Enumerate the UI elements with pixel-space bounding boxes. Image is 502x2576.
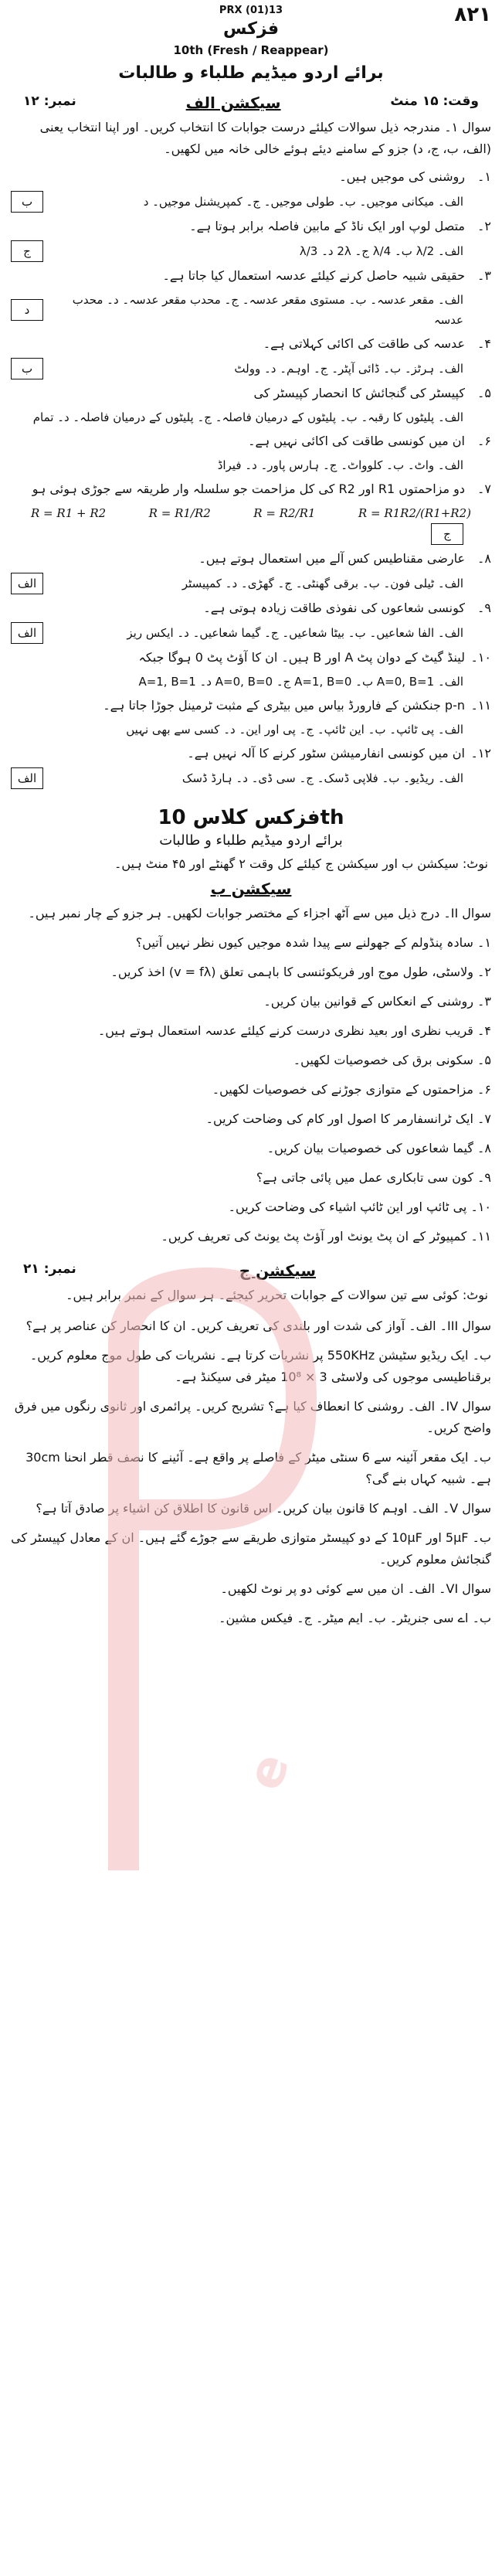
part1-info-row bbox=[0, 94, 502, 112]
mcq-options: الف۔ الفا شعاعیں۔ ب۔ بیٹا شعاعیں۔ ج۔ گیما شعاعیں۔ د۔ ایکس ریز bbox=[127, 626, 463, 640]
section-b-question: ۷۔ ایک ٹرانسفارمر کا اصول اور کام کی وضاحت کریں۔ bbox=[205, 1111, 491, 1126]
mcq-item bbox=[0, 427, 502, 475]
mcq-number: ۸۔ bbox=[477, 551, 491, 566]
mcq-answer-box: الف bbox=[11, 573, 43, 594]
section-c-title: سیکشن ج bbox=[239, 1261, 316, 1280]
mcq-item bbox=[0, 545, 502, 594]
mcq-text: روشنی کی موجیں ہیں۔ bbox=[339, 169, 465, 184]
mcq-question-row bbox=[0, 213, 502, 240]
mcq-number: ۱۰۔ bbox=[470, 650, 491, 665]
mcq-options: الف۔ ٹیلی فون۔ ب۔ برقی گھنٹی۔ ج۔ گھڑی۔ د۔ کمپیسٹر bbox=[181, 577, 463, 590]
section-b-question: ۱۰۔ پی ٹائپ اور این ٹائپ اشیاء کی وضاحت کریں۔ bbox=[228, 1200, 491, 1214]
section-b-question: ۸۔ گیما شعاعوں کی خصوصیات بیان کریں۔ bbox=[266, 1141, 491, 1155]
mcq-options-row bbox=[0, 622, 502, 644]
mcq-answer-box: الف bbox=[11, 767, 43, 789]
mcq-number: ۱۱۔ bbox=[470, 698, 491, 713]
mcq-number: ۷۔ bbox=[477, 482, 491, 496]
section-b-question: ۱۔ سادہ پنڈولم کے جھولنے سے پیدا شدہ موجیں کیوں نظر نہیں آتیں؟ bbox=[135, 935, 491, 950]
section-c-question: ب۔ ایک مقعر آئینہ سے 6 سنٹی میٹر کے فاصلے پر واقع ہے۔ آئینے کا نصف قطر انحنا 30cm ہے۔ شبیہ کہاں بنے گی؟ bbox=[25, 1450, 491, 1486]
section-b-question: ۵۔ سکونی برق کی خصوصیات لکھیں۔ bbox=[293, 1053, 491, 1067]
mcq-options: الف۔ ریڈیو۔ ب۔ فلاپی ڈسک۔ ج۔ سی ڈی۔ د۔ ہارڈ ڈسک bbox=[181, 771, 463, 785]
mcq-options: الف۔ λ/2 ب۔ λ/4 ج۔ 2λ د۔ λ/3 bbox=[299, 244, 463, 258]
section-b-question: ۴۔ قریب نظری اور بعید نظری درست کرنے کیلئے عدسہ استعمال ہوتے ہیں۔ bbox=[97, 1023, 491, 1038]
mcq-item bbox=[0, 644, 502, 692]
mcq-answer-box: ج bbox=[431, 523, 463, 545]
mcq-item bbox=[0, 213, 502, 262]
mcq-text: کونسی شعاعوں کی نفوذی طاقت زیادہ ہوتی ہے۔ bbox=[203, 601, 465, 615]
class-line: 10th (Fresh / Reappear) bbox=[173, 43, 329, 57]
part2-note: نوٹ: سیکشن ب اور سیکشن ج کیلئے کل وقت ۲ گھنٹے اور ۴۵ منٹ ہیں۔ bbox=[114, 856, 488, 871]
mcq-question-row bbox=[0, 427, 502, 455]
mcq-question-row bbox=[0, 330, 502, 358]
mcq-question-row bbox=[0, 379, 502, 407]
mcq-answer-box: د bbox=[11, 299, 43, 321]
question-1-intro: سوال ۱۔ مندرجہ ذیل سوالات کیلئے درست جوابات کا انتخاب کریں۔ اور اپنا انتخاب یعنی (الف، ب، ج، د) جزو کے سامنے دیئے ہوئے خالی خانہ میں لکھیں۔ bbox=[39, 120, 491, 156]
mcq-number: ۱۲۔ bbox=[470, 746, 491, 761]
mcq-options: الف۔ A=0, B=1 ب۔ A=1, B=0 ج۔ A=0, B=0 د۔ A=1, B=1 bbox=[138, 675, 463, 689]
mcq-answer-box: ب bbox=[11, 358, 43, 379]
mcq-question-row bbox=[0, 545, 502, 573]
mcq-options-row bbox=[0, 767, 502, 789]
mcq-item bbox=[0, 740, 502, 789]
mcq-text: ان میں کونسی انفارمیشن سٹور کرنے کا آلہ نہیں ہے۔ bbox=[187, 746, 465, 761]
section-c-note: نوٹ: کوئی سے تین سوالات کے جوابات تحریر کیجئے۔ ہر سوال کے نمبر برابر ہیں۔ bbox=[66, 1288, 488, 1302]
section-c-question: ب۔ اے سی جنریٹر۔ ب۔ ایم میٹر۔ ج۔ فیکس مشین۔ bbox=[219, 1611, 491, 1625]
section-c-marks: نمبر: ۲۱ bbox=[23, 1261, 76, 1277]
mcq-number: ۲۔ bbox=[477, 219, 491, 233]
mcq-item bbox=[0, 594, 502, 644]
mcq-text: حقیقی شبیہ حاصل کرنے کیلئے عدسہ استعمال کیا جاتا ہے۔ bbox=[162, 268, 465, 283]
mcq-text: عارضی مقناطیس کس آلے میں استعمال ہوتے ہیں۔ bbox=[198, 551, 465, 566]
mcq-options-row bbox=[0, 720, 502, 740]
mcq-number: ۱۔ bbox=[477, 169, 491, 184]
section-b-title: سیکشن ب bbox=[210, 880, 292, 898]
mcq-question-row bbox=[0, 262, 502, 290]
resistance-formulas bbox=[0, 503, 502, 523]
mcq-answer-box: ب bbox=[11, 191, 43, 213]
section-c-list bbox=[0, 1311, 502, 1632]
section-b-list bbox=[0, 927, 502, 1251]
formula-option: R = R1R2/(R1+R2) bbox=[358, 506, 471, 520]
mcq-number: ۹۔ bbox=[477, 601, 491, 615]
mcq-text: ان میں کونسی طاقت کی اکائی نہیں ہے۔ bbox=[248, 434, 465, 448]
mcq-item bbox=[0, 475, 502, 545]
mcq-options-row bbox=[0, 455, 502, 475]
mcq-question-row bbox=[0, 644, 502, 672]
formula-option: R = R1 + R2 bbox=[31, 506, 107, 520]
section-c-question: سوال VI۔ الف۔ ان میں سے کوئی دو پر نوٹ لکھیں۔ bbox=[220, 1581, 491, 1596]
mcq-question-row bbox=[0, 163, 502, 191]
time-label: وقت: ۱۵ منٹ bbox=[390, 94, 479, 109]
mcq-answer-box: الف bbox=[11, 622, 43, 644]
section-c-question: سوال V۔ الف۔ اوہم کا قانون بیان کریں۔ اس قانون کا اطلاق کن اشیاء پر صادق آتا ہے؟ bbox=[36, 1501, 491, 1516]
section-c-question: سوال IV۔ الف۔ روشنی کا انعطاف کیا ہے؟ تشریح کریں۔ پرائمری اور ثانوی رنگوں میں فرق واضح کریں۔ bbox=[14, 1399, 491, 1435]
mcq-item bbox=[0, 262, 502, 330]
part2-medium: برائے اردو میڈیم طلباء و طالبات bbox=[159, 832, 343, 849]
section-b-question: ۹۔ کون سی تابکاری عمل میں پائی جاتی ہے؟ bbox=[256, 1170, 491, 1185]
mcq-item bbox=[0, 163, 502, 213]
mcq-options-row bbox=[0, 191, 502, 213]
mcq-number: ۳۔ bbox=[477, 268, 491, 283]
mcq-options-row bbox=[0, 290, 502, 330]
formula-option: R = R2/R1 bbox=[253, 506, 316, 520]
section-c-row bbox=[0, 1261, 502, 1280]
formula-option: R = R1/R2 bbox=[148, 506, 211, 520]
mcq-text: کپیسٹر کی گنجائش کا انحصار کپیسٹر کی bbox=[253, 386, 465, 400]
corner-mark: ۸۲۱ bbox=[454, 3, 491, 26]
mcq-number: ۵۔ bbox=[477, 386, 491, 400]
section-a-title: سیکشن الف bbox=[185, 94, 281, 112]
section-b-question: ۱۱۔ کمپیوٹر کے ان پٹ یونٹ اور آؤٹ پٹ یونٹ کی تعریف کریں۔ bbox=[161, 1229, 491, 1244]
section-c-question: ب۔ ایک ریڈیو سٹیشن 550KHz پر نشریات کرتا ہے۔ نشریات کی طول موج معلوم کریں۔ برقناطیسی موجوں کی ولاسٹی 3 × 10⁸ میٹر فی سیکنڈ ہے۔ bbox=[29, 1348, 491, 1384]
svg-text:e: e bbox=[236, 1746, 301, 1798]
section-b-question: ۲۔ ولاسٹی، طول موج اور فریکوئنسی کا باہمی تعلق (v = fλ) اخذ کریں۔ bbox=[110, 965, 491, 979]
medium-line: برائے اردو میڈیم طلباء و طالبات bbox=[118, 63, 384, 83]
mcq-number: ۶۔ bbox=[477, 434, 491, 448]
section-b-question: ۳۔ روشنی کے انعکاس کے قوانین بیان کریں۔ bbox=[263, 994, 491, 1009]
paper-header bbox=[0, 0, 502, 83]
mcq-options-row bbox=[0, 358, 502, 379]
mcq-options: الف۔ میکانی موجیں۔ ب۔ طولی موجیں۔ ج۔ کمپریشنل موجیں۔ د bbox=[143, 195, 463, 209]
mcq-text: عدسہ کی طاقت کی اکائی کہلاتی ہے۔ bbox=[263, 336, 465, 351]
marks-label: نمبر: ۱۲ bbox=[23, 94, 76, 109]
section-b-question: ۶۔ مزاحمتوں کے متوازی جوڑنے کی خصوصیات لکھیں۔ bbox=[212, 1082, 491, 1097]
mcq-text: لینڈ گیٹ کے دوان پٹ A اور B ہیں۔ ان کا آؤٹ پٹ 0 ہوگا جبکہ bbox=[138, 650, 465, 665]
mcq-item bbox=[0, 379, 502, 427]
mcq-options: الف۔ واٹ۔ ب۔ کلوواٹ۔ ج۔ ہارس پاور۔ د۔ فیراڈ bbox=[217, 458, 463, 472]
paper-code: PRX (01)13 bbox=[219, 5, 283, 16]
mcq-options: الف۔ پی ٹائپ۔ ب۔ این ٹائپ۔ ج۔ پی اور این۔ د۔ کسی سے بھی نہیں bbox=[126, 723, 463, 737]
mcq-question-row bbox=[0, 740, 502, 767]
mcq-question-row bbox=[0, 594, 502, 622]
mcq-options-row bbox=[0, 573, 502, 594]
section-c-question: سوال III۔ الف۔ آواز کی شدت اور بلندی کی تعریف کریں۔ ان کا انحصار کن عناصر پر ہے؟ bbox=[25, 1319, 491, 1333]
mcq-options: الف۔ ہرٹز۔ ب۔ ڈائی آپٹر۔ ج۔ اوہم۔ د۔ وولٹ bbox=[234, 362, 463, 376]
question-2-intro: سوال II۔ درج ذیل میں سے آٹھ اجزاء کے مختصر جوابات لکھیں۔ ہر جزو کے چار نمبر ہیں۔ bbox=[28, 906, 491, 920]
mcq-item bbox=[0, 330, 502, 379]
part2-header bbox=[0, 806, 502, 849]
mcq-number: ۴۔ bbox=[477, 336, 491, 351]
mcq-text: p-n جنکشن کے فارورڈ بیاس میں بیٹری کے مثبت ٹرمینل جوڑا جاتا ہے۔ bbox=[103, 698, 465, 713]
mcq-options: الف۔ پلیٹوں کا رقبہ۔ ب۔ پلیٹوں کے درمیان فاصلہ۔ ج۔ پلیٹوں کے درمیان فاصلہ۔ د۔ تمام bbox=[32, 410, 463, 424]
mcq-text: متصل لوپ اور ایک ناڈ کے مابین فاصلہ برابر ہوتا ہے۔ bbox=[189, 219, 465, 233]
mcq-options: الف۔ مقعر عدسہ۔ ب۔ مستوی مقعر عدسہ۔ ج۔ محدب مقعر عدسہ۔ د۔ محدب عدسہ bbox=[72, 293, 463, 327]
mcq-question-row bbox=[0, 475, 502, 503]
mcq-text: دو مزاحمتوں R1 اور R2 کی کل مزاحمت جو سلسلہ وار طریقہ سے جوڑی ہوئی ہو bbox=[32, 482, 465, 496]
mcq-item bbox=[0, 692, 502, 740]
mcq-options-row bbox=[0, 672, 502, 692]
mcq-answer-box: ج bbox=[11, 240, 43, 262]
mcq-question-row bbox=[0, 692, 502, 720]
mcq-options-row bbox=[0, 407, 502, 427]
mcq-options-row bbox=[0, 240, 502, 262]
part2-title: فزکس کلاس 10th bbox=[158, 806, 344, 829]
mcq-list bbox=[0, 163, 502, 789]
section-c-question: ب۔ 5μF اور 10μF کے دو کپیسٹر متوازی طریقے سے جوڑے گئے ہیں۔ ان کے معادل کپیسٹر کی گنجائش معلوم کریں۔ bbox=[11, 1530, 491, 1567]
mcq-options-row bbox=[0, 523, 502, 545]
subject-title: فزکس bbox=[223, 19, 279, 39]
